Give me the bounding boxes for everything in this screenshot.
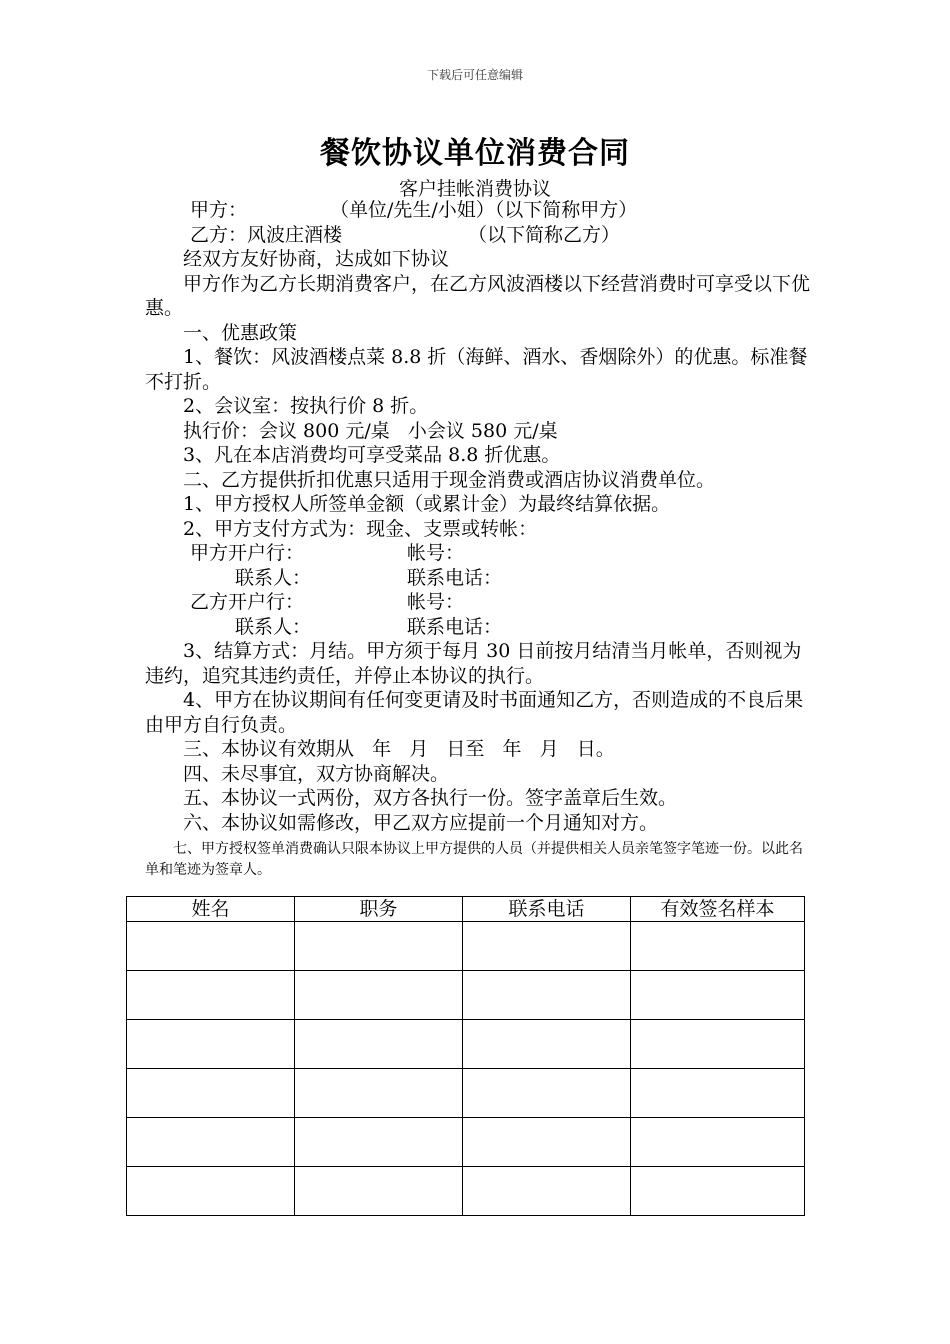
table-cell	[631, 1167, 805, 1216]
table-cell	[463, 971, 631, 1020]
header-name: 姓名	[127, 897, 295, 922]
table-cell	[295, 1020, 463, 1069]
bank-b-line	[145, 590, 810, 615]
item-2-3: 3、结算方式：月结。甲方须于每月 30 日前按月结清当月帐单，否则视为违约，追究其违约责任，并停止本协议的执行。	[145, 640, 802, 687]
bank-a-bank: 甲方开户行：	[190, 542, 305, 564]
table-cell	[295, 922, 463, 971]
table-cell	[631, 971, 805, 1020]
party-a-label: 甲方：	[190, 199, 248, 221]
table-cell	[295, 971, 463, 1020]
table-cell	[631, 1069, 805, 1118]
section-5: 五、本协议一式两份，双方各执行一份。签字盖章后生效。	[183, 787, 678, 809]
bank-b-contact: 联系人：	[235, 615, 312, 638]
table-cell	[463, 1167, 631, 1216]
table-cell	[463, 1069, 631, 1118]
table-cell	[295, 1069, 463, 1118]
item-1-price: 执行价：会议 800 元/桌 小会议 580 元/桌	[183, 419, 558, 442]
party-b-note: （以下简称乙方）	[468, 223, 621, 246]
party-a-note: （单位/先生/小姐）（以下简称甲方）	[330, 199, 638, 221]
table-cell	[295, 1167, 463, 1216]
table-cell	[463, 922, 631, 971]
table-row	[127, 1167, 805, 1216]
item-2-1: 1、甲方授权人所签单金额（或累计金）为最终结算依据。	[183, 493, 671, 515]
bank-a-contact: 联系人：	[235, 566, 312, 589]
document-subtitle: 客户挂帐消费协议	[398, 178, 551, 200]
intro: 经双方友好协商，达成如下协议	[183, 248, 450, 270]
bank-a-phone: 联系电话：	[407, 566, 503, 589]
table-cell	[295, 1118, 463, 1167]
section-7: 七、甲方授权签单消费确认只限本协议上甲方提供的人员（并提供相关人员亲笔签字笔迹一份。以此名单和笔迹为签章人。	[145, 841, 803, 878]
header-phone: 联系电话	[463, 897, 631, 922]
table-cell	[631, 922, 805, 971]
bank-a-account: 帐号：	[407, 542, 465, 564]
table-cell	[631, 1118, 805, 1167]
item-1-2: 2、会议室：按执行价 8 折。	[183, 395, 429, 417]
bank-b-bank: 乙方开户行：	[190, 591, 305, 613]
table-cell	[127, 1167, 295, 1216]
bank-b-account: 帐号：	[407, 591, 465, 613]
section-3: 三、本协议有效期从 年 月 日至 年 月 日。	[183, 738, 615, 760]
party-b-label: 乙方：风波庄酒楼	[190, 223, 343, 246]
bank-b-contact-line	[145, 615, 810, 640]
contract-body	[145, 198, 810, 881]
section-2-heading: 二、乙方提供折扣优惠只适用于现金消费或酒店协议消费单位。	[183, 468, 716, 491]
table-cell	[127, 1118, 295, 1167]
bank-a-contact-line	[145, 566, 810, 591]
party-b-line	[145, 223, 810, 248]
table-row	[127, 922, 805, 971]
bank-a-line	[145, 541, 810, 566]
section-1-heading: 一、优惠政策	[183, 321, 298, 344]
preamble: 甲方作为乙方长期消费客户，在乙方风波酒楼以下经营消费时可享受以下优惠。	[145, 272, 811, 319]
section-6: 六、本协议如需修改，甲乙双方应提前一个月通知对方。	[183, 811, 659, 834]
item-1-1: 1、餐饮：风波酒楼点菜 8.8 折（海鲜、酒水、香烟除外）的优惠。标准餐不打折。	[145, 346, 808, 393]
header-note: 下载后可任意编辑	[426, 68, 523, 82]
header-signature: 有效签名样本	[631, 897, 805, 922]
table-cell	[127, 1069, 295, 1118]
item-2-2: 2、甲方支付方式为：现金、支票或转帐：	[183, 517, 538, 540]
signatory-table	[126, 896, 805, 1216]
bank-b-phone: 联系电话：	[407, 615, 503, 638]
table-cell	[127, 971, 295, 1020]
table-cell	[127, 1020, 295, 1069]
party-a-line	[145, 198, 810, 223]
table-row	[127, 971, 805, 1020]
table-row	[127, 1069, 805, 1118]
table-row	[127, 1020, 805, 1069]
table-cell	[127, 922, 295, 971]
table-cell	[463, 1118, 631, 1167]
table-row	[127, 1118, 805, 1167]
header-position: 职务	[295, 897, 463, 922]
item-1-3: 3、凡在本店消费均可享受菜品 8.8 折优惠。	[183, 444, 561, 466]
table-body	[127, 922, 805, 1216]
item-2-4: 4、甲方在协议期间有任何变更请及时书面通知乙方，否则造成的不良后果由甲方自行负责。	[145, 689, 804, 736]
document-title: 餐饮协议单位消费合同	[320, 136, 630, 171]
section-4: 四、未尽事宜，双方协商解决。	[183, 762, 450, 785]
table-cell	[631, 1020, 805, 1069]
table-header-row	[127, 897, 805, 922]
table-cell	[463, 1020, 631, 1069]
